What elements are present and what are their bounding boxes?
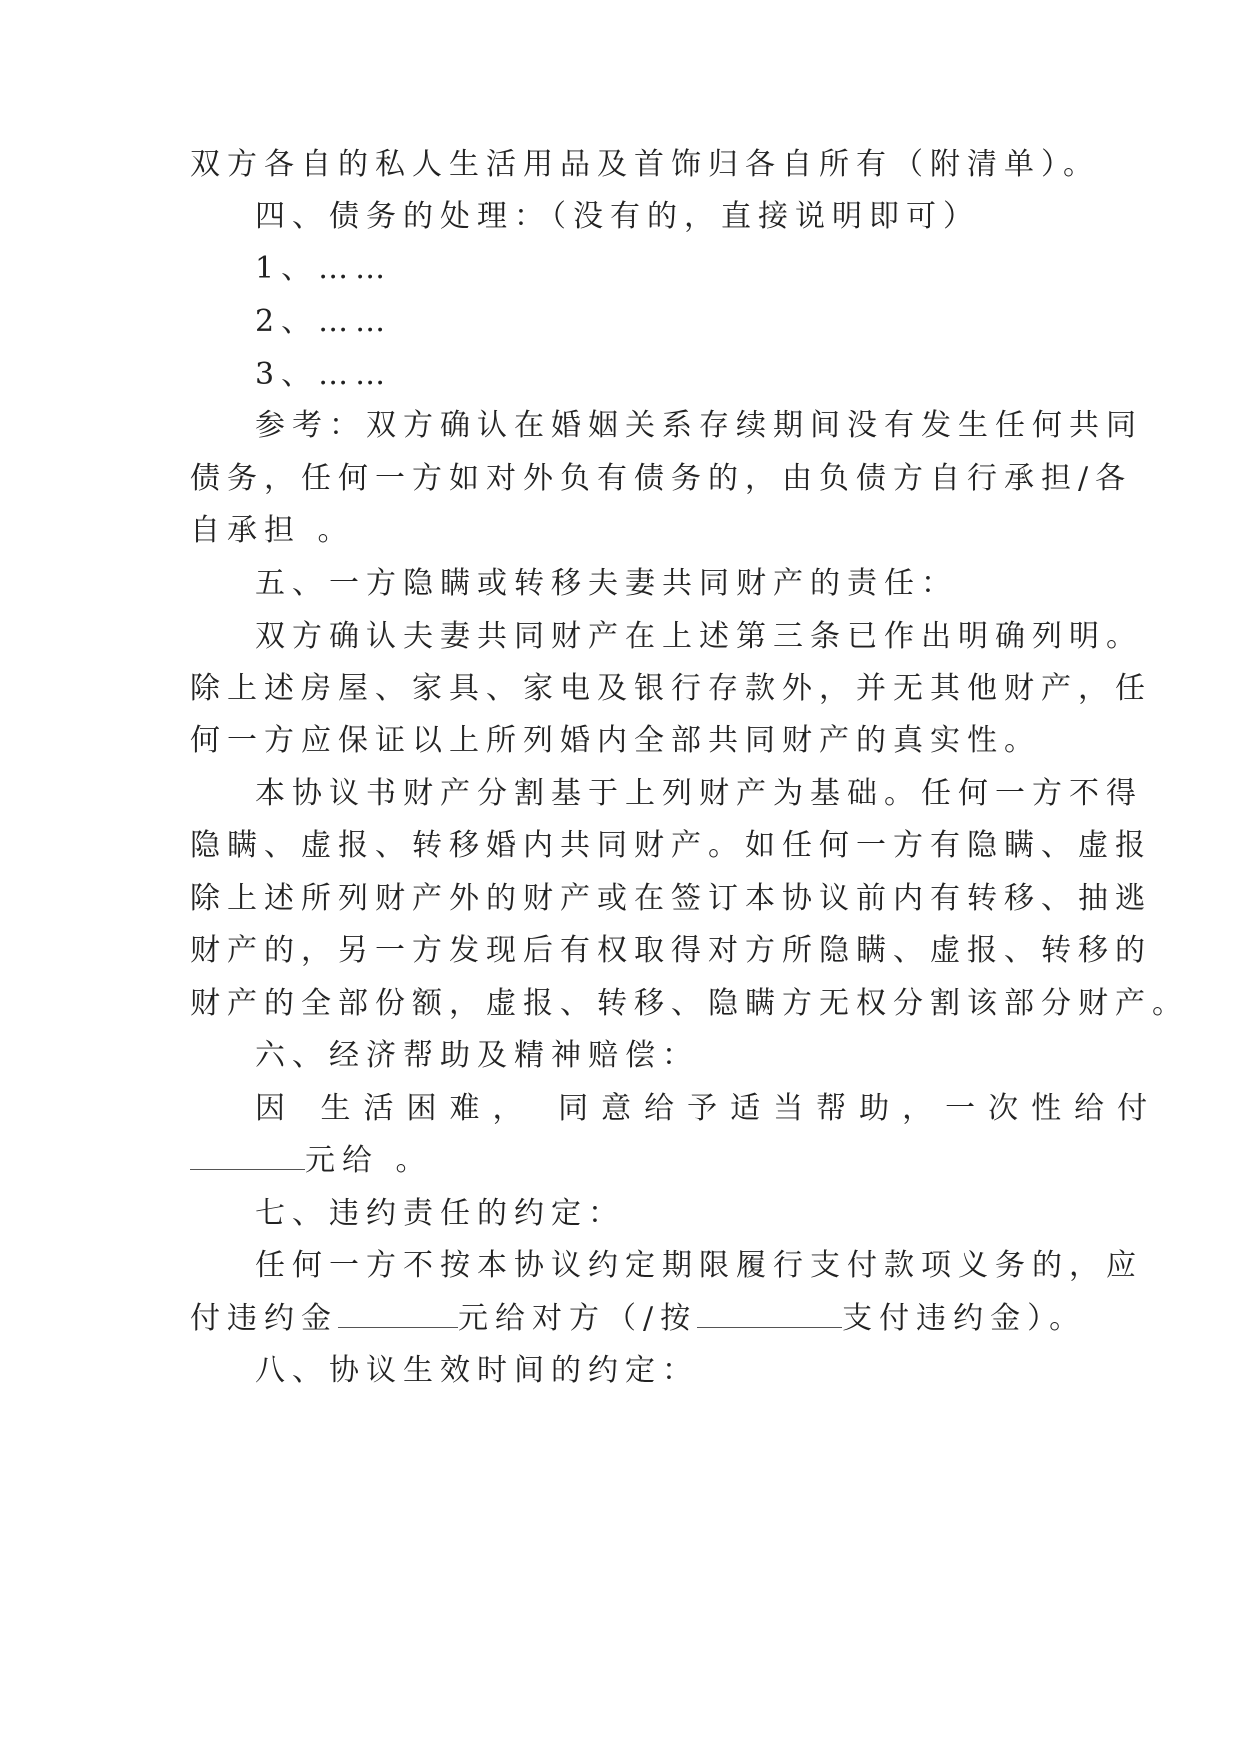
paragraph-line: 债务，任何一方如对外负有债务的，由负债方自行承担/各 bbox=[190, 461, 1133, 496]
paragraph-line: 财产的全部份额，虚报、转移、隐瞒方无权分割该部分财产。 bbox=[190, 986, 1189, 1021]
paragraph-text: 元给对方（/按 bbox=[458, 1301, 698, 1336]
paragraph-line: 因 生活困难， 同意给予适当帮助，一次性给付 bbox=[255, 1091, 1161, 1126]
paragraph-line: 本协议书财产分割基于上列财产为基础。任何一方不得 bbox=[255, 776, 1143, 811]
paragraph-line: 除上述房屋、家具、家电及银行存款外，并无其他财产，任 bbox=[190, 671, 1152, 706]
paragraph-line: 财产的，另一方发现后有权取得对方所隐瞒、虚报、转移的 bbox=[190, 933, 1152, 968]
paragraph-line: 何一方应保证以上所列婚内全部共同财产的真实性。 bbox=[190, 723, 1041, 758]
paragraph-line: 任何一方不按本协议约定期限履行支付款项义务的，应 bbox=[255, 1248, 1143, 1283]
paragraph-line: 双方确认夫妻共同财产在上述第三条已作出明确列明。 bbox=[255, 619, 1143, 654]
section-heading-compensation: 六、经济帮助及精神赔偿： bbox=[255, 1038, 699, 1073]
section-heading-debts: 四、债务的处理：（没有的，直接说明即可） bbox=[255, 199, 980, 234]
list-item: 1、…… bbox=[255, 251, 393, 286]
paragraph-line bbox=[190, 1301, 1086, 1337]
paragraph-line: 隐瞒、虚报、转移婚内共同财产。如任何一方有隐瞒、虚报 bbox=[190, 828, 1152, 863]
list-item: 3、…… bbox=[255, 357, 393, 392]
paragraph-text: 付违约金 bbox=[190, 1301, 338, 1336]
paragraph-line: 双方各自的私人生活用品及首饰归各自所有（附清单）。 bbox=[190, 147, 1100, 182]
section-heading-breach: 七、违约责任的约定： bbox=[255, 1196, 625, 1231]
paragraph-line: 参考：双方确认在婚姻关系存续期间没有发生任何共同 bbox=[255, 408, 1143, 443]
blank-standard-field bbox=[697, 1301, 842, 1328]
paragraph-line: 除上述所列财产外的财产或在签订本协议前内有转移、抽逃 bbox=[190, 881, 1152, 916]
section-heading-concealment: 五、一方隐瞒或转移夫妻共同财产的责任： bbox=[255, 566, 958, 601]
paragraph-line: 自承担 。 bbox=[190, 513, 355, 548]
blank-amount-field bbox=[190, 1143, 305, 1170]
list-item: 2、…… bbox=[255, 304, 393, 339]
blank-penalty-field bbox=[338, 1301, 458, 1328]
paragraph-text: 元给 。 bbox=[305, 1143, 433, 1178]
paragraph-line bbox=[190, 1143, 433, 1179]
paragraph-text: 支付违约金）。 bbox=[842, 1301, 1087, 1336]
section-heading-effective-time: 八、协议生效时间的约定： bbox=[255, 1353, 699, 1388]
